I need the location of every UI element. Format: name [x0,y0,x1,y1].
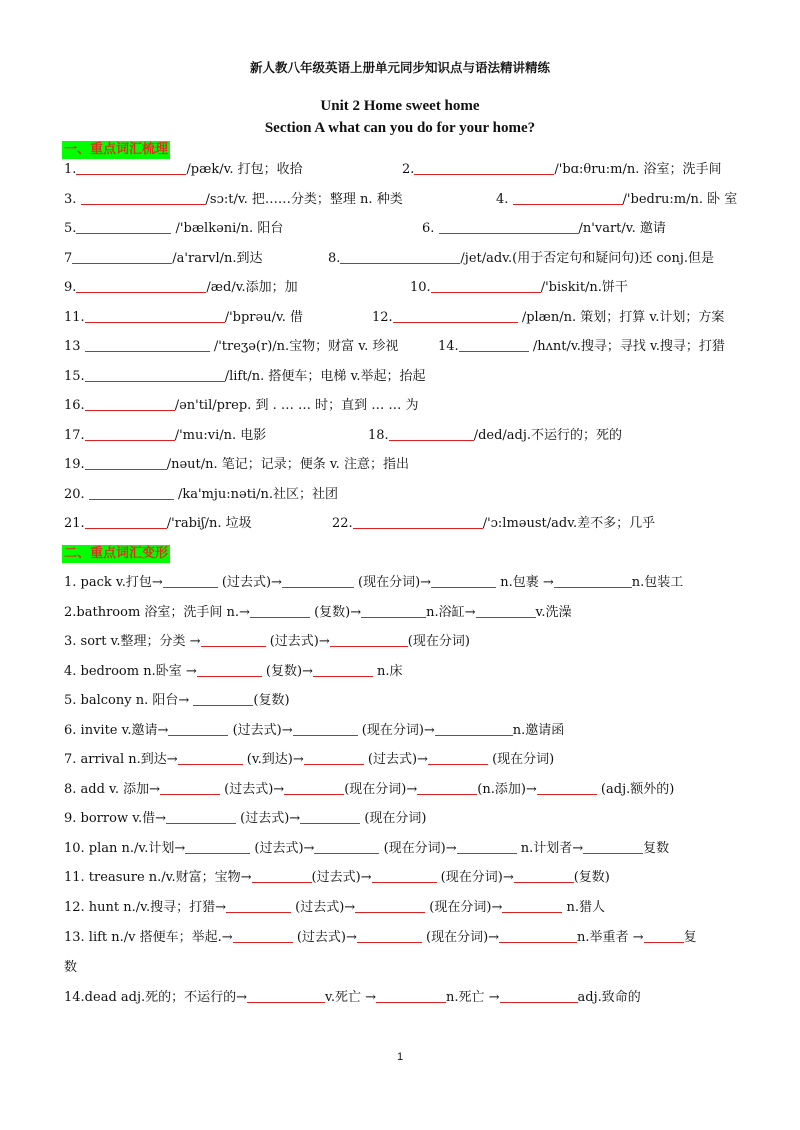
vocab-item: 5. /'bælkəni/n. 阳台 [64,221,284,236]
answer-blank[interactable] [81,190,206,205]
answer-blank[interactable] [330,632,408,647]
vocab-item: 6. /n'vart/v. 邀请 [422,221,666,236]
answer-blank[interactable] [178,750,243,765]
vocab-item: 18. /ded/adj.不运行的；死的 [368,428,623,443]
answer-blank[interactable] [513,190,623,205]
vocab-row [64,190,744,210]
answer-blank[interactable] [197,662,262,677]
form-row: 5. balcony n. 阳台→ (复数) [64,693,290,708]
page-number: 1 [396,1051,404,1063]
answer-blank[interactable] [537,780,597,795]
answer-blank[interactable] [250,603,310,618]
answer-blank[interactable] [304,750,364,765]
form-row: 14.dead adj.死的；不运行的→ v.死亡 → n.死亡 → adj.致命的 [64,990,641,1005]
form-row-continued: 数 [64,960,78,975]
answer-blank[interactable] [428,750,488,765]
form-row: 1. pack v.打包→ (过去式)→ (现在分词)→ n.包裹 → n.包装工 [64,575,684,590]
answer-blank[interactable] [353,514,483,529]
answer-blank[interactable] [76,219,171,234]
vocab-row [64,485,744,505]
vocab-row [64,514,744,534]
vocab-item: 16. /ən'til/prep. 到 . … … 时；直到 … … 为 [64,398,419,413]
answer-blank[interactable] [85,367,225,382]
answer-blank[interactable] [393,308,518,323]
vocab-item: 2. /'bɑ:θru:m/n. 浴室；洗手间 [402,162,722,177]
answer-blank[interactable] [414,160,554,175]
answer-blank[interactable] [226,898,291,913]
form-row: 4. bedroom n.卧室 → (复数)→ n.床 [64,664,403,679]
vocab-row [64,249,744,269]
vocab-item: 21. /'rabiʃ/n. 垃圾 [64,516,252,531]
vocab-row [64,278,744,298]
form-row: 11. treasure n./v.财富；宝物→ (过去式)→ (现在分词)→ (复数) [64,870,610,885]
answer-blank[interactable] [76,160,186,175]
vocab-item: 15. /lift/n. 搭便车；电梯 v.举起；抬起 [64,369,426,384]
answer-blank[interactable] [163,573,218,588]
vocab-item: 11. /'bprəu/v. 借 [64,310,304,325]
section-title: Section A what can you do for your home? [264,120,536,136]
vocab-item: 20. /ka'mju:nəti/n.社区；社团 [64,487,338,502]
vocab-row [64,160,744,180]
answer-blank[interactable] [85,308,225,323]
answer-blank[interactable] [340,249,460,264]
form-row: 12. hunt n./v.搜寻；打猎→ (过去式)→ (现在分词)→ n.猎人 [64,900,605,915]
vocab-row [64,455,744,475]
answer-blank[interactable] [459,337,529,352]
vocab-row [64,396,744,416]
vocab-item: 19. /nəut/n. 笔记；记录；便条 v. 注意；指出 [64,457,409,472]
vocab-row [64,337,744,357]
vocab-item: 3. /sɔ:t/v. 把……分类；整理 n. 种类 [64,192,403,207]
form-row: 8. add v. 添加→ (过去式)→ (现在分词)→ (n.添加)→ (adj.额外的) [64,782,675,797]
vocab-item: 17. /'mu:vi/n. 电影 [64,428,267,443]
answer-blank[interactable] [313,662,373,677]
heading-word-forms: 二、重点词汇变形 [64,546,169,561]
vocab-item: 22. /'ɔ:lməust/adv.差不多；几乎 [332,516,656,531]
form-row: 13. lift n./v 搭便车；举起.→ (过去式)→ (现在分词)→ n.举重者 → 复 [64,930,697,945]
answer-blank[interactable] [85,426,175,441]
form-row: 9. borrow v.借→ (过去式)→ (现在分词) [64,811,427,826]
answer-blank[interactable] [252,868,312,883]
answer-blank[interactable] [300,809,360,824]
answer-blank[interactable] [89,485,174,500]
answer-blank[interactable] [160,780,220,795]
vocab-item: 14. /hʌnt/v.搜寻；寻找 v.搜寻；打猎 [438,339,725,354]
vocab-row [64,367,744,387]
answer-blank[interactable] [554,573,632,588]
answer-blank[interactable] [85,514,167,529]
answer-blank[interactable] [284,780,344,795]
form-row: 10. plan n./v.计划→ (过去式)→ (现在分词)→ n.计划者→ 复数 [64,841,670,856]
answer-blank[interactable] [193,691,253,706]
vocab-item: 4. /'bedru:m/n. 卧 室 [496,192,738,207]
answer-blank[interactable] [233,928,293,943]
answer-blank[interactable] [314,839,379,854]
vocab-row [64,426,744,446]
vocab-item: 13 /'treʒə(r)/n.宝物；财富 v. 珍视 [64,339,399,354]
answer-blank[interactable] [357,928,422,943]
vocab-item: 8. /jet/adv.(用于否定句和疑问句)还 conj.但是 [328,251,715,266]
vocab-item: 9. /æd/v.添加；加 [64,280,298,295]
vocab-row [64,219,744,239]
answer-blank[interactable] [476,603,536,618]
answer-blank[interactable] [431,573,496,588]
answer-blank[interactable] [355,898,425,913]
answer-blank[interactable] [372,868,437,883]
vocab-item: 1. /pæk/v. 打包；收拾 [64,162,303,177]
answer-blank[interactable] [583,839,643,854]
form-row: 7. arrival n.到达→ (v.到达)→ (过去式)→ (现在分词) [64,752,555,767]
form-row: 2.bathroom 浴室；洗手间 n.→ (复数)→ n.浴缸→ v.洗澡 [64,605,572,620]
vocab-item: 10. /'biskit/n.饼干 [410,280,628,295]
answer-blank[interactable] [168,721,228,736]
answer-blank[interactable] [376,988,446,1003]
page-header: 新人教八年级英语上册单元同步知识点与语法精讲精练 [249,60,550,75]
answer-blank[interactable] [72,249,172,264]
heading-vocab-review: 一、重点词汇梳理 [64,142,169,157]
answer-blank[interactable] [293,721,358,736]
answer-blank[interactable] [166,809,236,824]
answer-blank[interactable] [435,721,513,736]
form-row: 6. invite v.邀请→ (过去式)→ (现在分词)→ n.邀请函 [64,723,565,738]
answer-blank[interactable] [201,632,266,647]
answer-blank[interactable] [247,988,325,1003]
answer-blank[interactable] [76,278,206,293]
answer-blank[interactable] [85,455,167,470]
answer-blank[interactable] [85,337,210,352]
answer-blank[interactable] [361,603,426,618]
answer-blank[interactable] [282,573,354,588]
answer-blank[interactable] [389,426,474,441]
answer-blank[interactable] [500,988,578,1003]
answer-blank[interactable] [185,839,250,854]
answer-blank[interactable] [514,868,574,883]
answer-blank[interactable] [417,780,477,795]
answer-blank[interactable] [85,396,175,411]
answer-blank[interactable] [502,898,562,913]
answer-blank[interactable] [431,278,541,293]
vocab-item: 12. /plæn/n. 策划；打算 v.计划；方案 [372,310,725,325]
answer-blank[interactable] [457,839,517,854]
unit-title: Unit 2 Home sweet home [320,98,480,114]
form-row: 3. sort v.整理；分类 → (过去式)→ (现在分词) [64,634,470,649]
answer-blank[interactable] [439,219,579,234]
vocab-row [64,308,744,328]
vocab-item: 7 /a'rarvl/n.到达 [64,251,263,266]
answer-blank[interactable] [644,928,684,943]
answer-blank[interactable] [499,928,577,943]
